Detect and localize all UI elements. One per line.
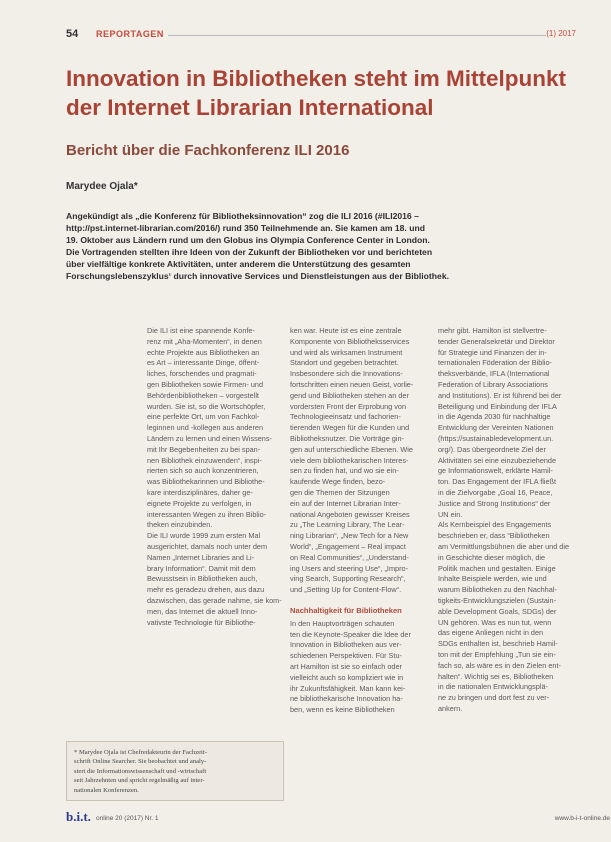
text-line: das eigene Anliegen nicht in den <box>438 628 544 638</box>
text-line: Standort und gegeben betrachtet. <box>290 358 399 368</box>
text-line: Innovation in Bibliotheken aus ver- <box>290 640 402 650</box>
text-line: brary Information“. Damit mit dem <box>147 563 256 573</box>
text-line: ne zu bringen und dort fest zu ver- <box>438 693 550 703</box>
body-column-3 <box>438 326 578 715</box>
text-line: Die ILI wurde 1999 zum ersten Mal <box>147 531 261 541</box>
text-line: Insbesondere sich die Innovations- <box>290 369 403 379</box>
footer-url: www.b-i-t-online.de <box>554 815 610 822</box>
lead-line: über vielfältige konkrete Aktivitäten, unter anderem die Unterstützung des gesamten <box>66 258 411 269</box>
text-line: tierenden Wegen für die Kunden und <box>290 423 410 433</box>
body-column-1 <box>147 326 287 628</box>
text-line: theksverbände, IFLA (International <box>438 369 550 379</box>
section-heading: Nachhaltigkeit für Bibliotheken <box>290 605 402 615</box>
text-line: ben, wenn es keine Bibliotheken <box>290 705 395 715</box>
text-line: Namen „Internet Libraries and Li- <box>147 552 255 562</box>
text-line: ein auf der Internet Librarian Inter- <box>290 498 401 508</box>
text-line: ing Users and steering Use“, „Impro- <box>290 563 409 573</box>
text-line: UN ein. <box>438 509 463 519</box>
text-line: für Strategie und Finanzen der in- <box>438 347 547 357</box>
lead-line: Angekündigt als „die Konferenz für Bibliotheksinnovation“ zog die ILI 2016 (#ILI2016 – <box>66 211 419 221</box>
text-line: nen Bibliothek einzuwenden“, inspi- <box>147 455 262 465</box>
lead-line: Die Vortragenden stellten ihre Ideen von der Zukunft der Bibliotheken vor und berichteten <box>66 246 433 257</box>
text-line: mehr es geradezu drehen, aus dazu <box>147 585 265 595</box>
text-line: ton. Das Engagement der IFLA fließt <box>438 477 557 487</box>
text-line: und wird als wirksamen Instrument <box>290 347 403 357</box>
text-line: was Bibliothekarinnen und Bibliothe- <box>147 477 265 487</box>
article-title <box>66 64 566 122</box>
text-line: Aktivitäten sei eine einzubeziehende <box>438 455 557 465</box>
text-line: in die Agenda 2030 für nachhaltige <box>438 412 551 422</box>
text-line: Justice and Strong Institutions“ der <box>438 498 551 508</box>
text-line: able Development Goals, SDGs) der <box>438 606 557 616</box>
text-line: on Real Communities“, „Understand- <box>290 552 409 562</box>
text-line: (https://sustainabledevelopment.un. <box>438 433 554 443</box>
text-line: mit Ihr Begebenheiten zu bei span- <box>147 444 261 454</box>
text-line: ning Librarian“, „New Tech for a New <box>290 531 409 541</box>
text-line: kaufende Wege finden, bezo- <box>290 477 386 487</box>
text-line: * Marydee Ojala ist Chefredakteurin der Fachzeit- <box>74 749 207 756</box>
text-line: In den Hauptvorträgen schauten <box>290 618 395 628</box>
text-line: dazwischen, das gerade nahme, sie kom- <box>147 595 282 605</box>
text-line: ternationalen Föderation der Biblio- <box>438 358 552 368</box>
text-line: theken einzubinden. <box>147 520 213 530</box>
text-line: Bewusstsein in Bibliotheken auch, <box>147 574 258 584</box>
text-line: eine perfekte Ort, um von Fachkol- <box>147 412 260 422</box>
page-footer <box>66 809 610 828</box>
text-line: in Geschichte dieser möglich, die <box>438 552 546 562</box>
text-line: seit Jahrzehnten und spricht regelmäßig auf inter- <box>74 777 205 785</box>
text-line: UN gehören. Was es nun tut, wenn <box>438 617 552 627</box>
article-subtitle: Bericht über die Fachkonferenz ILI 2016 <box>66 142 350 159</box>
text-line: mehr gibt. Hamilton ist stellvertre- <box>438 326 547 335</box>
text-line: ankern. <box>438 703 463 713</box>
text-line: ge Informationswelt, erklärte Hamil- <box>438 466 553 476</box>
text-line: SDGs enthalten ist, beschrieb Hamil- <box>438 639 558 649</box>
body-column-2 <box>290 326 430 716</box>
text-line: in die nationalen Entwicklungsplä- <box>438 682 548 692</box>
title-line: Innovation in Bibliotheken steht im Mittelpunkt <box>66 66 566 91</box>
text-line: Die ILI ist eine spannende Konfe- <box>147 326 255 335</box>
text-line: Behördenbibliotheken – vorgestellt <box>147 390 259 400</box>
text-line: Politik machen und gestalten. Einige <box>438 563 556 573</box>
text-line: and Institutions). Er ist führend bei der <box>438 390 562 400</box>
text-line: org/). Das übergeordnete Ziel der <box>438 444 546 454</box>
text-line: Technologieeinsatz und fachorien- <box>290 412 401 422</box>
text-line: beschrieben er, dass “Bibliotheken <box>438 531 550 541</box>
text-line: Federation of Library Associations <box>438 379 548 389</box>
text-line: eignete Projekte zu verfolgen, in <box>147 498 252 508</box>
text-line: Entwicklung der Vereinten Nationen <box>438 423 554 433</box>
text-line: Ländern zu lernen und einen Wissens- <box>147 433 272 443</box>
text-line: interessanten Wegen zu ihren Biblio- <box>147 509 267 519</box>
text-line: am Vermittlungsbühnen die aber und die <box>438 541 570 551</box>
text-line: warum Bibliotheken zu den Nachhal- <box>438 585 557 595</box>
text-line: Beteiligung und Einbindung der IFLA <box>438 401 557 411</box>
text-line: ne bibliothekarische Innovation ha- <box>290 694 403 704</box>
text-line: ton mit der Empfehlung „Tun sie ein- <box>438 649 556 659</box>
text-line: sen zu finden hat, und wo sie ein- <box>290 466 399 476</box>
text-line: und „Setting Up for Content-Flow“. <box>290 585 402 595</box>
text-line: Als Kernbeispiel des Engagements <box>438 520 552 530</box>
text-line: fortschritten einen neuen Geist, vorlie- <box>290 379 414 389</box>
text-line: halten“. Wichtig sei es, Bibliotheken <box>438 671 554 681</box>
lead-line: http://pst.internet-librarian.com/2016/) rund 350 Teilnehmende an. Sie kamen am 18. und <box>66 222 425 233</box>
text-line: Inhalte Beispiele werden, wie und <box>438 574 547 584</box>
lead-line: 19. Oktober aus Ländern rund um den Globus ins Olympia Conference Center in London. <box>66 234 430 245</box>
text-line: kare interdisziplinäres, daher ge- <box>147 487 253 497</box>
running-header <box>66 28 576 42</box>
text-line: ken war. Heute ist es eine zentrale <box>290 326 402 335</box>
text-line: vielleicht auch so kompliziert wie in <box>290 672 404 682</box>
text-line: rierten sich so auch konzentrieren, <box>147 466 259 476</box>
text-line: liches, forschendes und pragmati- <box>147 369 257 379</box>
text-line: tigkeits-Entwicklungszielen (Sustain- <box>438 595 557 605</box>
section-label: REPORTAGEN <box>96 29 164 39</box>
text-line: schrift Online Searcher. Sie beobachtet und analy- <box>74 758 207 766</box>
title-line: der Internet Librarian International <box>66 95 434 120</box>
text-line: ihr Zukunftsfähigkeit. Man kann kei- <box>290 683 406 693</box>
text-line: Komponente von Bibliotheksservices <box>290 336 410 346</box>
text-line: ving Search, Supporting Research“, <box>290 574 406 584</box>
bit-online-logo: b.i.t. <box>66 809 91 824</box>
text-line: national Angeboten gewisser Kreises <box>290 509 410 519</box>
text-line: gen auf unterschiedliche Ebenen. Wie <box>290 444 413 454</box>
text-line: men, das Internet die aktuell Inno- <box>147 606 258 616</box>
text-line: gen die Themen der Sitzungen <box>290 487 390 497</box>
text-line: gen Bibliotheken sowie Firmen- und <box>147 379 264 389</box>
text-line: leginnen und -kollegen aus anderen <box>147 423 264 433</box>
text-line: wurden. Sie ist, so die Wortschöpfer, <box>147 401 266 411</box>
lead-paragraph <box>66 211 546 282</box>
text-line: ten die Keynote-Speaker die Idee der <box>290 629 411 639</box>
text-line: vordersten Front der Erprobung von <box>290 401 407 411</box>
text-line: ausgerichtet, damals noch unter dem <box>147 541 268 551</box>
author-byline: Marydee Ojala* <box>66 181 138 192</box>
text-line: art Hamilton ist sie so einfach oder <box>290 661 402 671</box>
text-line: World“, „Engagement – Real impact <box>290 541 406 551</box>
text-line: in die Zielvorgabe „Goal 16, Peace, <box>438 487 553 497</box>
author-note-box <box>66 741 284 801</box>
text-line: vativste Technologie für Bibliothe- <box>147 617 256 627</box>
lead-line: Forschungslebenszyklus‘ durch innovative Services und Dienstleistungen aus der Bibliothek. <box>66 270 449 281</box>
page-number: 54 <box>66 28 79 40</box>
text-line: viele dem bibliothekarischen Interes- <box>290 455 409 465</box>
header-rule <box>168 35 546 36</box>
footer-issue: online 20 (2017) Nr. 1 <box>96 815 159 822</box>
text-line: renz mit „Aha-Momenten“, in denen <box>147 336 262 346</box>
text-line: tender Generalsekretär und Direktor <box>438 336 555 346</box>
text-line: nationalen Konferenzen. <box>74 786 139 794</box>
text-line: gend und Bibliotheken stehen an der <box>290 390 409 400</box>
text-line: es Art – interessante Dinge, öffent- <box>147 358 260 368</box>
text-line: zu „The Learning Library, The Lear- <box>290 520 405 530</box>
text-line: Bibliotheksnutzer. Die Vorträge gin- <box>290 433 404 443</box>
text-line: siert die Informationswissenschaft und -wirtschaft <box>74 767 207 775</box>
text-line: schiedenen Perspektiven. Für Stu- <box>290 651 402 661</box>
text-line: echte Projekte aus Bibliotheken an <box>147 347 260 357</box>
header-issue: (1) 2017 <box>546 29 576 38</box>
text-line: fach so, als wäre es in den Zielen ent- <box>438 660 561 670</box>
